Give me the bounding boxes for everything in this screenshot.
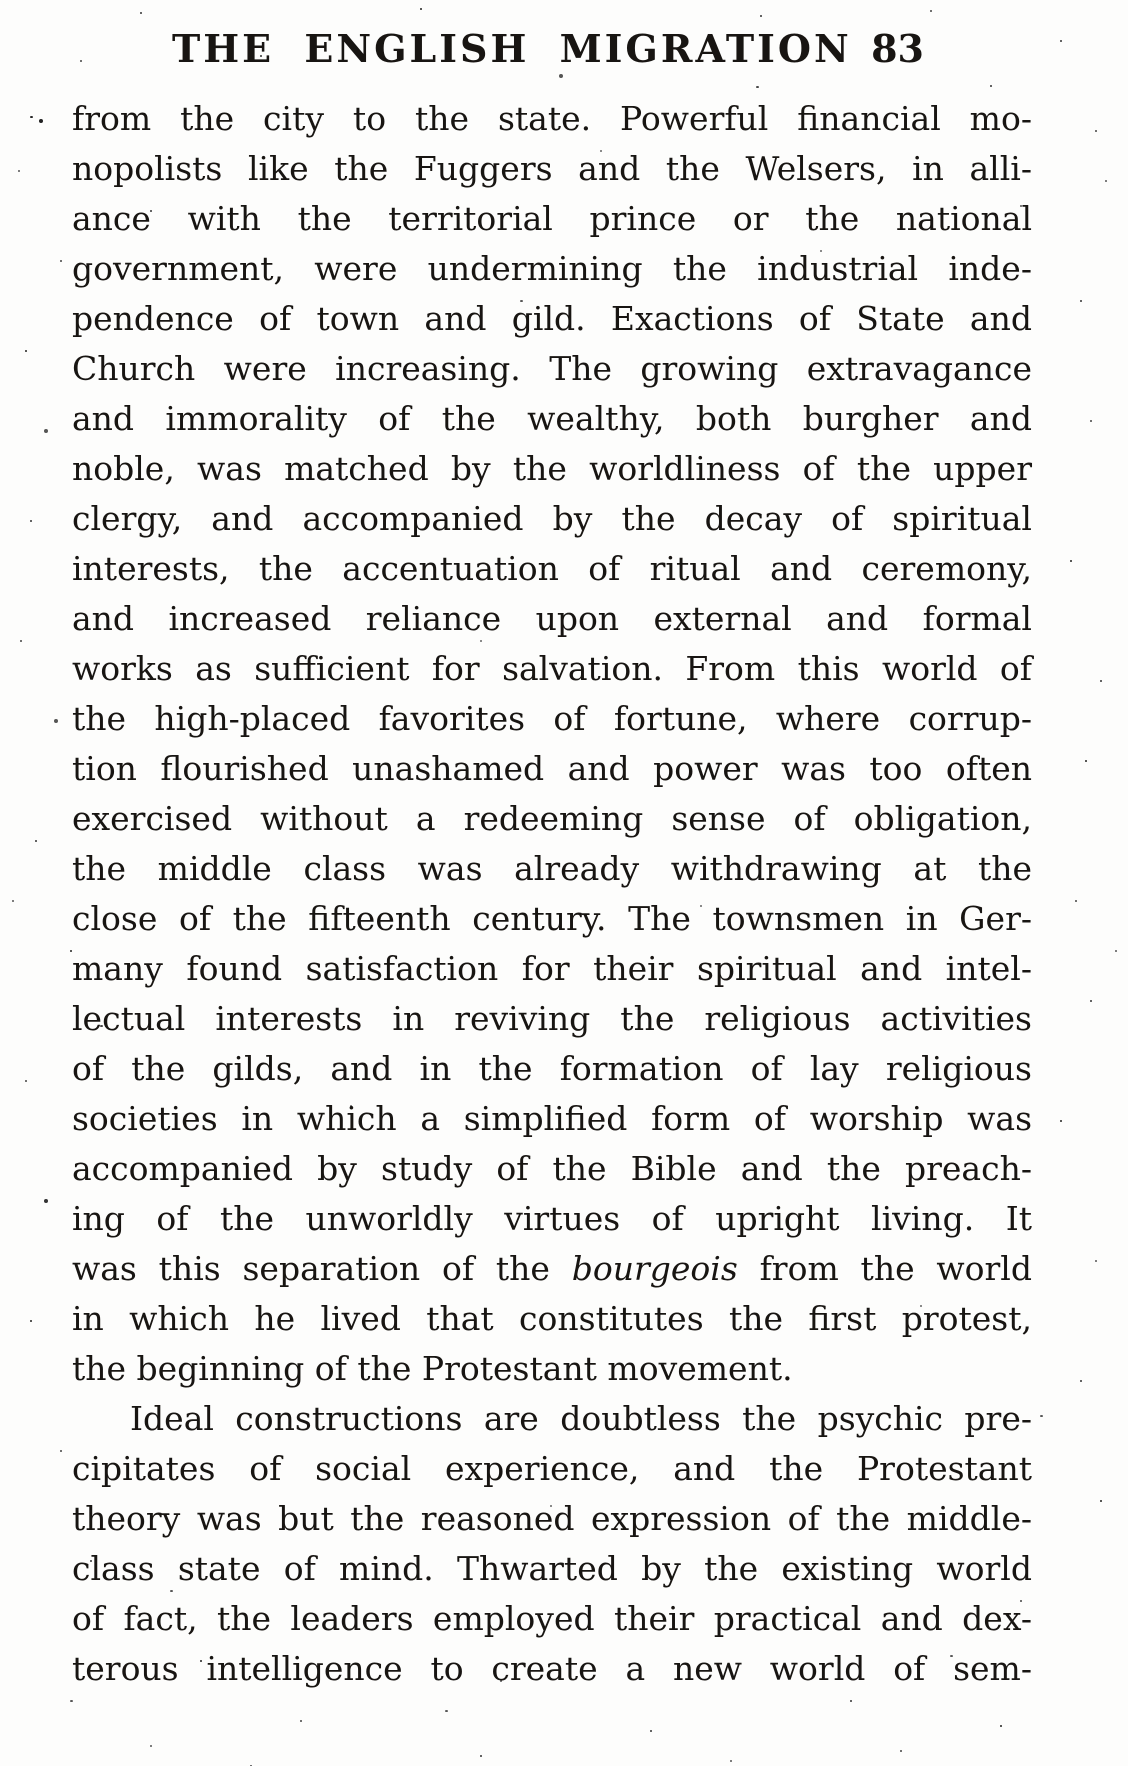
text-line: of fact, the leaders employed their practical and dex- xyxy=(72,1599,1032,1638)
text-line: close of the fifteenth century. The townsmen in Ger- xyxy=(72,899,1032,938)
text-line: terous intelligence to create a new world of sem- xyxy=(72,1649,1032,1688)
text-line: class state of mind. Thwarted by the existing world xyxy=(72,1549,1032,1588)
text-line: of the gilds, and in the formation of lay religious xyxy=(72,1049,1032,1088)
text-line: Ideal constructions are doubtless the psychic pre- xyxy=(130,1399,1032,1438)
page-number: 83 xyxy=(871,26,924,71)
page-title: THE ENGLISH MIGRATION xyxy=(172,26,852,71)
text-line: noble, was matched by the worldliness of the upper xyxy=(72,449,1032,488)
text-line: exercised without a redeeming sense of obligation, xyxy=(72,799,1032,838)
text-line: the middle class was already withdrawing at the xyxy=(72,849,1032,888)
text-line: the beginning of the Protestant movement. xyxy=(72,1349,793,1388)
text-line: ing of the unworldly virtues of upright living. It xyxy=(72,1199,1032,1238)
text-line: nopolists like the Fuggers and the Welsers, in alli- xyxy=(72,149,1032,188)
text-line: cipitates of social experience, and the Protestant xyxy=(72,1449,1032,1488)
italic-line-before: was this separation of the xyxy=(72,1249,572,1288)
text-line: and immorality of the wealthy, both burgher and xyxy=(72,399,1032,438)
text-line: Church were increasing. The growing extravagance xyxy=(72,349,1032,388)
text-line: in which he lived that constitutes the first protest, xyxy=(72,1299,1032,1338)
text-line-with-italic xyxy=(72,1244,1032,1294)
text-line: works as sufficient for salvation. From this world of xyxy=(72,649,1032,688)
text-line: the high-placed favorites of fortune, where corrup- xyxy=(72,699,1032,738)
paragraph xyxy=(72,1394,1032,1694)
text-line: and increased reliance upon external and formal xyxy=(72,599,1032,638)
text-line: interests, the accentuation of ritual and ceremony, xyxy=(72,549,1032,588)
text-line: theory was but the reasoned expression of the middle- xyxy=(72,1499,1032,1538)
text-line: government, were undermining the industrial inde- xyxy=(72,249,1032,288)
text-line: societies in which a simplified form of worship was xyxy=(72,1099,1032,1138)
italic-term: bourgeois xyxy=(571,1249,738,1288)
text-line: accompanied by study of the Bible and the preach- xyxy=(72,1149,1032,1188)
paragraph xyxy=(72,94,1032,1394)
body-text xyxy=(72,94,1032,1694)
text-line: many found satisfaction for their spiritual and intel- xyxy=(72,949,1032,988)
text-line: clergy, and accompanied by the decay of spiritual xyxy=(72,499,1032,538)
text-line: pendence of town and gild. Exactions of State and xyxy=(72,299,1032,338)
text-line: from the city to the state. Powerful financial mo- xyxy=(72,99,1032,138)
scan-noise xyxy=(0,0,3,2)
running-header xyxy=(72,26,1032,74)
text-line: ance with the territorial prince or the national xyxy=(72,199,1032,238)
text-line: tion flourished unashamed and power was too often xyxy=(72,749,1032,788)
text-line: lectual interests in reviving the religious activities xyxy=(72,999,1032,1038)
italic-line-after: from the world xyxy=(737,1249,1032,1288)
